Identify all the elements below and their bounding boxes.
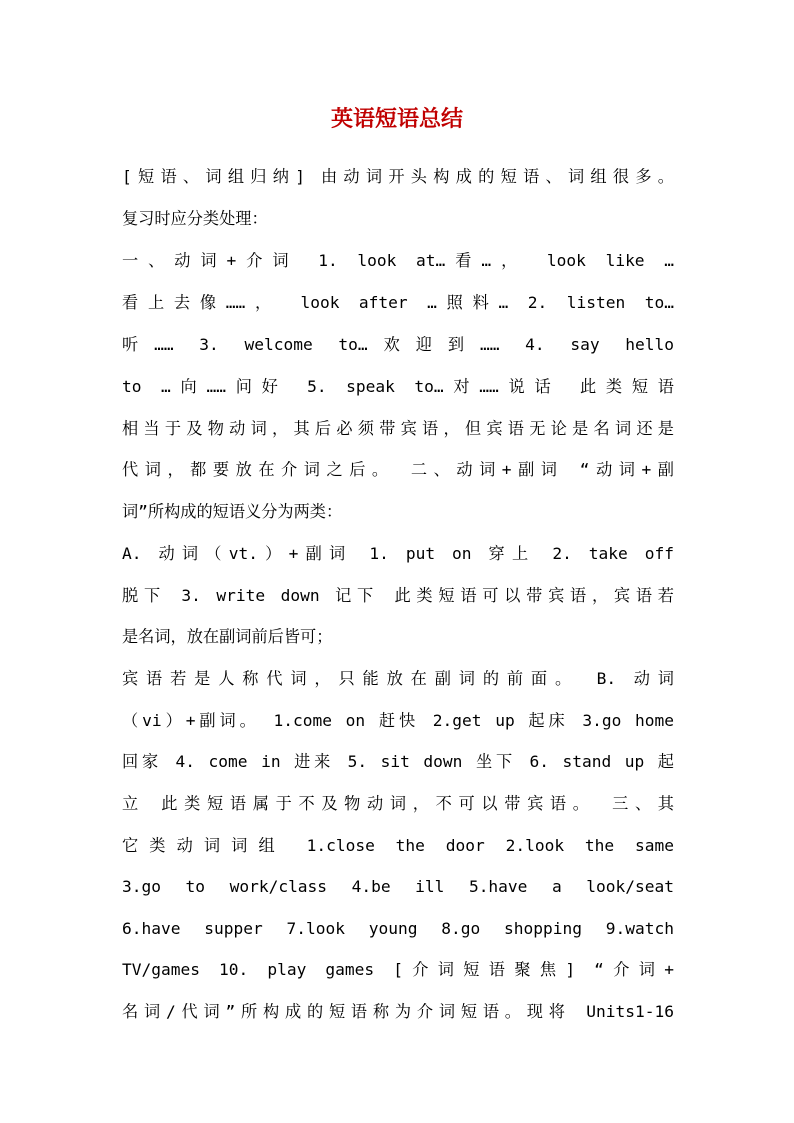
text-line: 是名词，放在副词前后皆可； — [122, 627, 333, 646]
text-line: A. 动词（vt.）+副词 1. put on 穿上 2. take off — [122, 544, 674, 563]
text-line: 看上去像……， look after …照料… 2. listen to… — [122, 293, 674, 312]
text-line: 复习时应分类处理： — [122, 209, 268, 228]
document-title: 英语短语总结 — [330, 106, 463, 132]
text-line: 它类动词词组 1.close the door 2.look the same — [122, 836, 674, 855]
text-line: 相当于及物动词，其后必须带宾语，但宾语无论是名词还是 — [122, 419, 674, 438]
text-line: 听…… 3. welcome to…欢迎到…… 4. say hello — [122, 335, 674, 354]
text-line: 脱下 3. write down 记下 此类短语可以带宾语，宾语若 — [122, 586, 674, 605]
text-line: to …向……问好 5. speak to…对……说话 此类短语 — [122, 377, 674, 396]
text-line: 3.go to work/class 4.be ill 5.have a look/seat — [122, 877, 674, 896]
text-line: 6.have supper 7.look young 8.go shopping 9.watch — [122, 919, 674, 938]
text-line: 一、动词+介词 1. look at…看…， look like … — [122, 251, 674, 270]
text-line: 回家 4. come in 进来 5. sit down 坐下 6. stand up 起 — [122, 752, 674, 771]
text-line: （vi）+副词。 1.come on 赶快 2.get up 起床 3.go home — [122, 711, 674, 730]
text-line: TV/games 10. play games [介词短语聚焦] “介词+ — [122, 960, 674, 979]
text-line: [短语、词组归纳] 由动词开头构成的短语、词组很多。 — [122, 167, 674, 186]
text-line: 名词/代词”所构成的短语称为介词短语。现将 Units1-16 — [122, 1002, 674, 1021]
text-line: 代词，都要放在介词之后。 二、动词+副词 “动词+副 — [122, 460, 674, 479]
text-line: 词”所构成的短语义分为两类： — [122, 502, 343, 521]
text-line: 立 此类短语属于不及物动词，不可以带宾语。 三、其 — [122, 794, 674, 813]
text-line: 宾语若是人称代词，只能放在副词的前面。 B. 动词 — [122, 669, 674, 688]
